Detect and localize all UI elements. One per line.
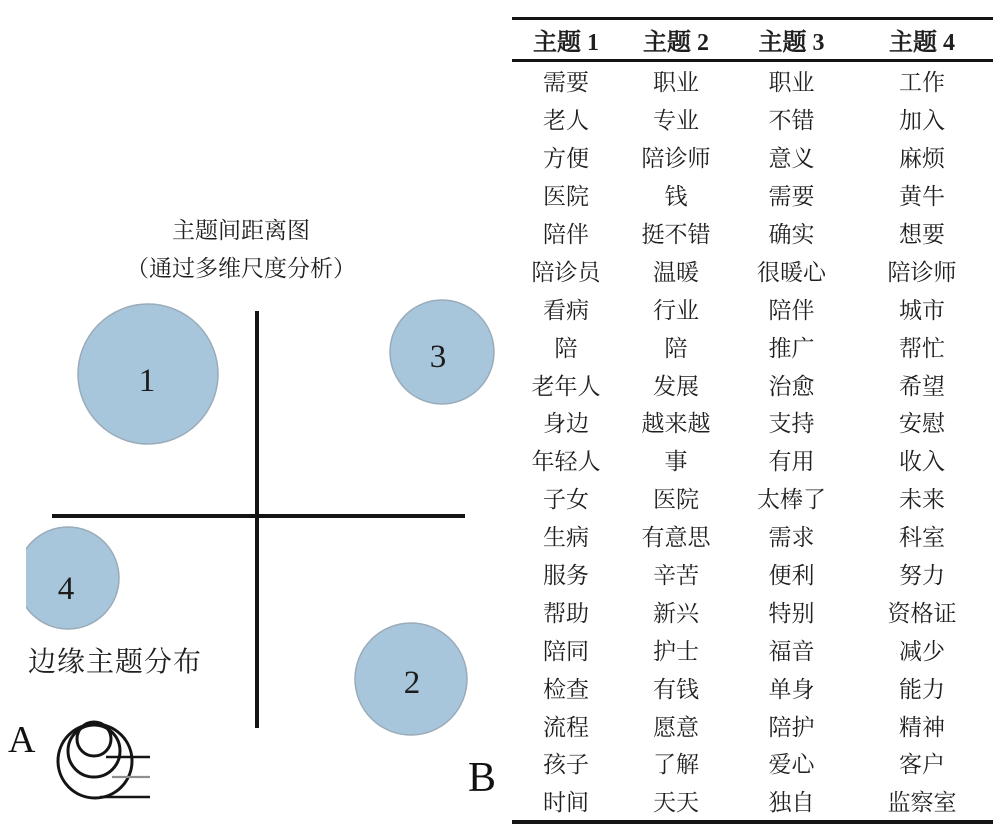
topic-table-cell: 身边 (543, 411, 589, 437)
topic-table-cell: 愿意 (653, 714, 699, 740)
topic-table-cell: 减少 (899, 638, 945, 664)
topic-table-cell: 需要 (768, 184, 815, 210)
legend-medium-circle-icon (68, 725, 120, 777)
topic-table-cell: 资格证 (887, 600, 957, 626)
topic-table-cell: 越来越 (641, 411, 711, 437)
topic-table-cell: 城市 (899, 297, 945, 323)
topic-table-cell: 钱 (664, 184, 688, 210)
topic-table-cell: 温暖 (653, 259, 699, 285)
topic-table-cell: 单身 (768, 676, 815, 702)
topic-table-cell: 行业 (653, 297, 699, 323)
topic-table-cell: 推广 (768, 335, 815, 361)
topic-table-cell: 辛苦 (653, 563, 699, 589)
topic-table-cell: 护士 (653, 638, 699, 664)
topic-table-cell: 天天 (653, 790, 699, 816)
topic-table-cell: 监察室 (887, 790, 957, 816)
topic-table-cell: 意义 (768, 146, 815, 172)
topic-table-cell: 挺不错 (641, 222, 711, 247)
topic-table-cell: 职业 (768, 70, 815, 96)
topic-table-cell: 职业 (653, 70, 699, 96)
topic-table-cell: 老人 (543, 108, 589, 134)
topic-table-cell: 医院 (653, 487, 699, 513)
topic-table-cell: 不错 (768, 108, 815, 134)
chart-title-line2: （通过多维尺度分析） (126, 256, 356, 281)
topic-table-cell: 流程 (543, 714, 589, 740)
topic-table-cell: 黄牛 (899, 184, 945, 210)
marginal-size-legend-icon (58, 722, 150, 798)
topic-table-cell: 爱心 (768, 752, 815, 778)
topic-table-cell: 科室 (899, 525, 945, 551)
topic-table-cell: 支持 (768, 411, 815, 437)
topic-table-cell: 确实 (768, 222, 815, 247)
topic-table-cell: 努力 (899, 563, 945, 589)
topic-table-cell: 了解 (653, 752, 699, 778)
topic-bubble-label: 1 (138, 363, 156, 399)
topic-table-cell: 发展 (653, 373, 699, 399)
topic-table-cell: 有意思 (641, 525, 711, 551)
topic-table-cell: 方便 (543, 146, 589, 172)
topic-table-cell: 福音 (768, 638, 815, 664)
topic-table-cell: 加入 (899, 108, 945, 134)
topic-table-cell: 陪诊师 (641, 146, 711, 172)
topic-table-cell: 服务 (543, 563, 589, 589)
chart-title-line1: 主题间距离图 (172, 218, 310, 243)
topic-table-cell: 有用 (768, 449, 815, 475)
topic-table-cell: 陪同 (543, 638, 589, 664)
topic-table-cell: 时间 (543, 790, 589, 816)
topic-table-body (512, 62, 993, 824)
topic-table-cell: 麻烦 (899, 146, 945, 172)
topic-table-cell: 有钱 (653, 676, 699, 702)
topic-table-cell: 陪护 (768, 714, 815, 740)
topic-table-cell: 独自 (768, 790, 815, 816)
topic-table-cell: 子女 (543, 487, 589, 513)
topic-table-column-header: 主题 1 (533, 30, 599, 56)
topic-table-cell: 希望 (899, 373, 945, 399)
topic-table-cell: 收入 (899, 449, 945, 475)
panel-b-letter: B (468, 755, 497, 801)
topic-table-cell: 特别 (768, 600, 815, 626)
topic-table-header (512, 17, 993, 62)
topic-table-column-header: 主题 2 (643, 30, 709, 56)
topic-table-cell: 年轻人 (531, 449, 601, 475)
topic-table-cell: 看病 (543, 297, 589, 323)
topic-table-cell: 事 (664, 449, 688, 475)
topic-table-cell: 想要 (899, 222, 945, 247)
topic-table-cell: 检查 (543, 676, 589, 702)
topic-table-cell: 医院 (543, 184, 589, 210)
topic-table-cell: 帮忙 (899, 335, 945, 361)
panel-a-letter: A (8, 719, 36, 761)
topic-table-cell: 帮助 (543, 600, 589, 626)
topic-table-cell: 陪伴 (543, 222, 589, 247)
topic-table-cell: 治愈 (768, 373, 815, 399)
topic-table-cell: 陪 (664, 335, 688, 361)
marginal-distribution-label: 边缘主题分布 (28, 647, 203, 678)
topic-bubble-label: 4 (57, 571, 75, 607)
topic-table-cell: 需要 (543, 70, 589, 96)
topic-table-cell: 很暖心 (757, 259, 826, 285)
topic-table-cell: 陪伴 (768, 297, 815, 323)
topic-table-cell: 未来 (899, 487, 945, 513)
topic-table-cell: 新兴 (653, 600, 699, 626)
topic-table-cell: 精神 (899, 714, 945, 740)
topic-table-cell: 便利 (768, 563, 815, 589)
topic-table-cell: 陪诊师 (887, 259, 957, 285)
topic-table-cell: 安慰 (899, 411, 945, 437)
topic-table-cell: 陪诊员 (531, 259, 601, 285)
topic-table-cell: 孩子 (543, 752, 589, 778)
topic-table-cell: 太棒了 (757, 487, 826, 513)
topic-table-column-header: 主题 3 (758, 30, 825, 56)
topic-table-cell: 能力 (899, 676, 945, 702)
topic-table-cell: 专业 (653, 108, 699, 134)
topic-bubble-label: 2 (403, 665, 421, 701)
topic-table (512, 17, 993, 824)
topic-table-cell: 客户 (899, 752, 945, 778)
topic-table-cell: 老年人 (531, 373, 601, 399)
topic-table-cell: 工作 (899, 70, 945, 96)
topic-table-column-header: 主题 4 (889, 30, 955, 56)
topic-bubble-label: 3 (429, 339, 447, 375)
topic-table-cell: 生病 (543, 525, 589, 551)
topic-table-cell: 需求 (768, 525, 815, 551)
topic-table-cell: 陪 (554, 335, 578, 361)
